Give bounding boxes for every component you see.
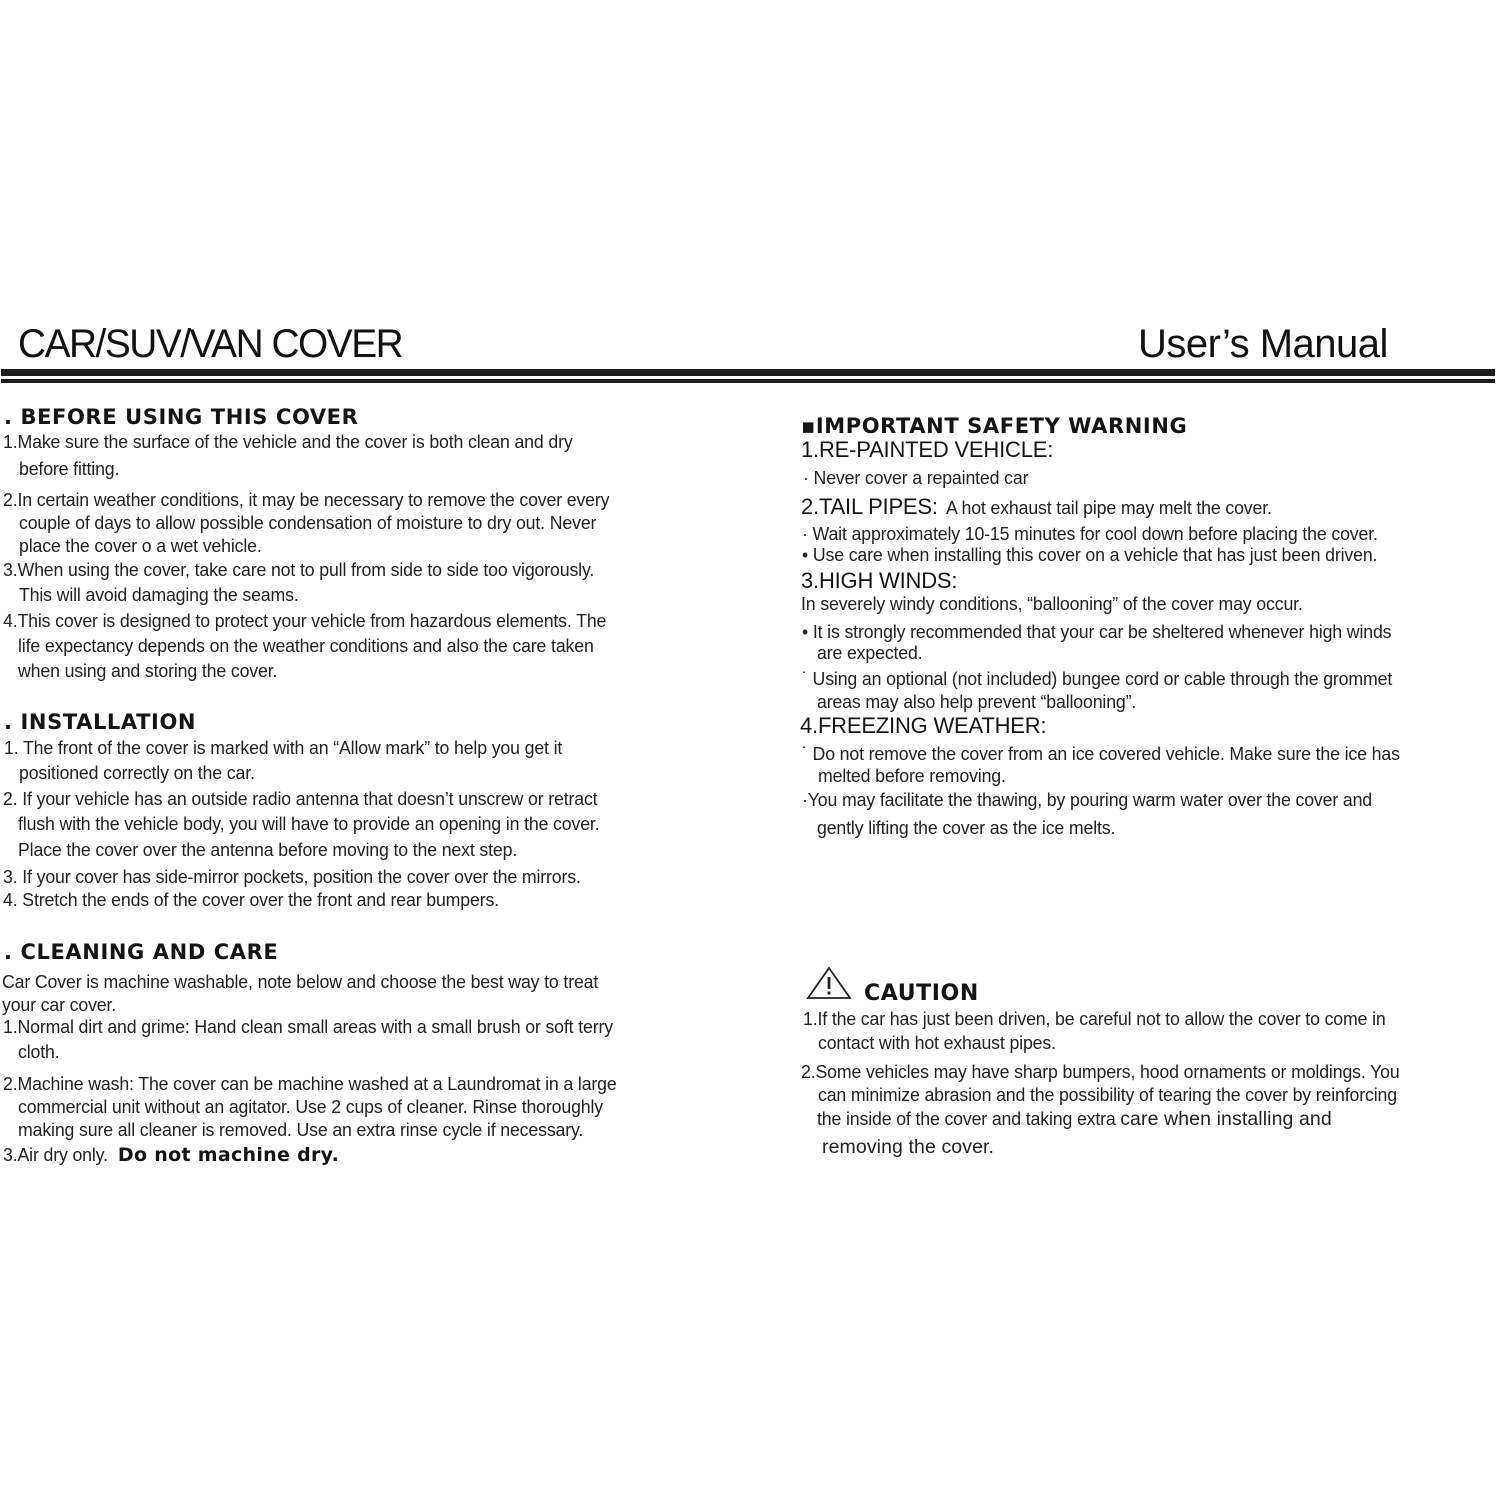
text-line: 3. If your cover has side-mirror pockets, position the cover over the mirrors. — [3, 867, 581, 887]
text-line: before fitting. — [19, 459, 120, 479]
bullet-line: · Never cover a repainted car — [803, 468, 1029, 488]
bullet-line: gently lifting the cover as the ice melts. — [817, 818, 1116, 838]
bullet-line: melted before removing. — [818, 766, 1006, 786]
text-line: In severely windy conditions, “ballooning” of the cover may occur. — [801, 594, 1303, 614]
section-heading: . INSTALLATION — [4, 710, 197, 734]
text-line: commercial unit without an agitator. Use 2 cups of cleaner. Rinse thoroughly — [18, 1097, 604, 1117]
bullet-line: areas may also help prevent “ballooning”. — [817, 692, 1137, 712]
caution-heading: CAUTION — [864, 981, 979, 1006]
text-line: 3.When using the cover, take care not to pull from side to side too vigorously. — [3, 560, 595, 580]
section-heading: . CLEANING AND CARE — [4, 940, 279, 964]
tail-pipes-text: A hot exhaust tail pipe may melt the cover. — [946, 498, 1273, 518]
text-line: place the cover o a wet vehicle. — [19, 536, 262, 556]
text-line: 2. If your vehicle has an outside radio antenna that doesn’t unscrew or retract — [3, 789, 598, 809]
air-dry-text: 3.Air dry only. — [3, 1145, 108, 1165]
text-line: when using and storing the cover. — [18, 661, 278, 681]
header-divider-thin — [1, 379, 1495, 383]
text-line: cloth. — [18, 1042, 60, 1062]
text-line: 2.Machine wash: The cover can be machine washed at a Laundromat in a large — [3, 1074, 617, 1094]
text-line: Car Cover is machine washable, note below and choose the best way to treat — [2, 972, 599, 992]
text-line: Place the cover over the antenna before moving to the next step. — [18, 840, 518, 860]
text-small: the inside of the cover and taking extra — [817, 1109, 1116, 1129]
bullet-line: · Wait approximately 10-15 minutes for cool down before placing the cover. — [802, 524, 1378, 544]
text-line: 2.Some vehicles may have sharp bumpers, hood ornaments or moldings. You — [801, 1062, 1400, 1082]
text-line: couple of days to allow possible condensation of moisture to dry out. Never — [19, 513, 597, 533]
bullet-line: • Use care when installing this cover on a vehicle that has just been driven. — [802, 545, 1378, 565]
users-manual-label: User’s Manual — [1138, 322, 1388, 366]
text-line — [817, 1108, 1332, 1131]
text-line: This will avoid damaging the seams. — [19, 585, 299, 605]
bullet-line: ˙ Using an optional (not included) bungee cord or cable through the grommet — [802, 669, 1393, 689]
text-line: can minimize abrasion and the possibility of tearing the cover by reinforcing — [818, 1085, 1397, 1105]
text-line: positioned correctly on the car. — [19, 763, 255, 783]
text-line: flush with the vehicle body, you will have to provide an opening in the cover. — [18, 814, 600, 834]
text-line: 1. The front of the cover is marked with an “Allow mark” to help you get it — [4, 738, 563, 758]
do-not-machine-dry-text: Do not machine dry. — [117, 1144, 340, 1166]
text-large: care when installing and — [1120, 1108, 1332, 1130]
text-line: life expectancy depends on the weather conditions and also the care taken — [18, 636, 594, 656]
subheading-tail-pipes: 2.TAIL PIPES: — [801, 494, 938, 519]
bullet-line: are expected. — [817, 643, 923, 663]
bullet-line: ·You may facilitate the thawing, by pouring warm water over the cover and — [802, 790, 1373, 810]
section-heading: . BEFORE USING THIS COVER — [4, 405, 359, 429]
text-line: 4. Stretch the ends of the cover over the front and rear bumpers. — [3, 890, 499, 910]
bullet-line: • It is strongly recommended that your car be sheltered whenever high winds — [802, 622, 1392, 642]
header-divider-thick — [1, 369, 1495, 376]
warning-triangle-icon — [806, 966, 852, 1000]
text-line: 4.This cover is designed to protect your vehicle from hazardous elements. The — [3, 611, 607, 631]
subheading-high-winds: 3.HIGH WINDS: — [801, 568, 958, 593]
text-line: your car cover. — [2, 995, 117, 1015]
subheading-repainted: 1.RE-PAINTED VEHICLE: — [801, 437, 1054, 462]
subheading-freezing: 4.FREEZING WEATHER: — [800, 713, 1047, 738]
section-heading: ▪IMPORTANT SAFETY WARNING — [801, 414, 1188, 438]
text-line: 1.If the car has just been driven, be careful not to allow the cover to come in — [803, 1009, 1386, 1029]
text-line: making sure all cleaner is removed. Use an extra rinse cycle if necessary. — [18, 1120, 584, 1140]
text-line: 1.Make sure the surface of the vehicle and the cover is both clean and dry — [3, 432, 573, 452]
bullet-line: ˙ Do not remove the cover from an ice covered vehicle. Make sure the ice has — [802, 744, 1400, 764]
document-title: CAR/SUV/VAN COVER — [18, 322, 403, 366]
text-line: 1.Normal dirt and grime: Hand clean small areas with a small brush or soft terry — [3, 1017, 613, 1037]
text-line: 2.In certain weather conditions, it may be necessary to remove the cover every — [3, 490, 610, 510]
text-line: removing the cover. — [822, 1136, 995, 1158]
tail-pipes-line — [801, 494, 1277, 520]
text-line — [3, 1144, 339, 1166]
text-line: contact with hot exhaust pipes. — [818, 1033, 1056, 1053]
